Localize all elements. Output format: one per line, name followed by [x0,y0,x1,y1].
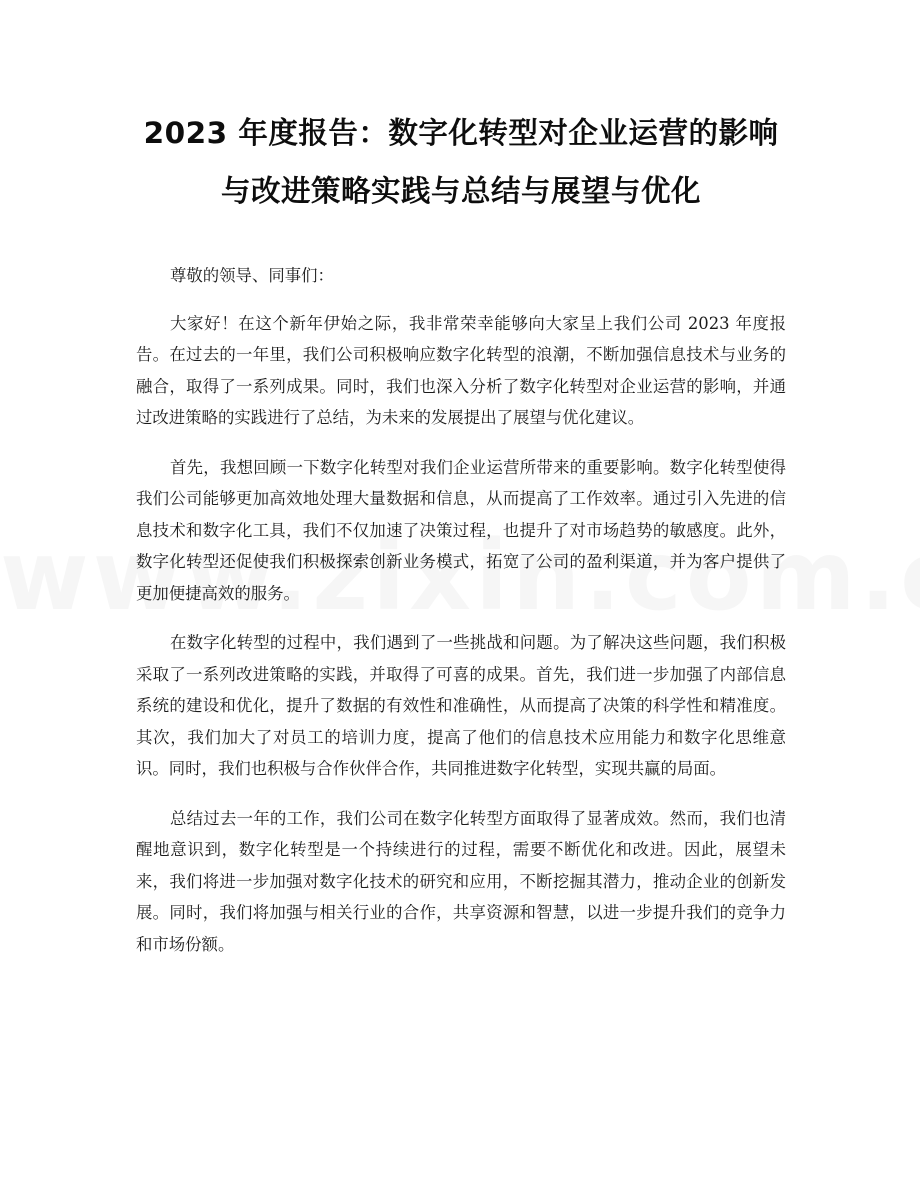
paragraph-intro: 大家好！在这个新年伊始之际，我非常荣幸能够向大家呈上我们公司 2023 年度报告。在过去的一年里，我们公司积极响应数字化转型的浪潮，不断加强信息技术与业务的融合，取得了一系列成果。同时，我们也深入分析了数字化转型对企业运营的影响，并通过改进策略的实践进行了总结，为未来的发展提出了展望与优化建议。 [136,313,786,427]
paragraph-strategies: 在数字化转型的过程中，我们遇到了一些挑战和问题。为了解决这些问题，我们积极采取了一系列改进策略的实践，并取得了可喜的成果。首先，我们进一步加强了内部信息系统的建设和优化，提升了数据的有效性和准确性，从而提高了决策的科学性和精准度。其次，我们加大了对员工的培训力度，提高了他们的信息技术应用能力和数字化思维意识。同时，我们也积极与合作伙伴合作，共同推进数字化转型，实现共赢的局面。 [136,633,786,778]
paragraph-impact: 首先，我想回顾一下数字化转型对我们企业运营所带来的重要影响。数字化转型使得我们公司能够更加高效地处理大量数据和信息，从而提高了工作效率。通过引入先进的信息技术和数字化工具，我们不仅加速了决策过程，也提升了对市场趋势的敏感度。此外，数字化转型还促使我们积极探索创新业务模式，拓宽了公司的盈利渠道，并为客户提供了更加便捷高效的服务。 [136,457,786,603]
document-body [136,260,786,960]
paragraph-summary: 总结过去一年的工作，我们公司在数字化转型方面取得了显著成效。然而，我们也清醒地意识到，数字化转型是一个持续进行的过程，需要不断优化和改进。因此，展望未来，我们将进一步加强对数字化技术的研究和应用，不断挖掘其潜力，推动企业的创新发展。同时，我们将加强与相关行业的合作，共享资源和智慧，以进一步提升我们的竞争力和市场份额。 [136,808,786,954]
paragraph-salutation: 尊敬的领导、同事们： [170,266,334,285]
document-title: 2023 年度报告：数字化转型对企业运营的影响与改进策略实践与总结与展望与优化 [143,116,779,208]
